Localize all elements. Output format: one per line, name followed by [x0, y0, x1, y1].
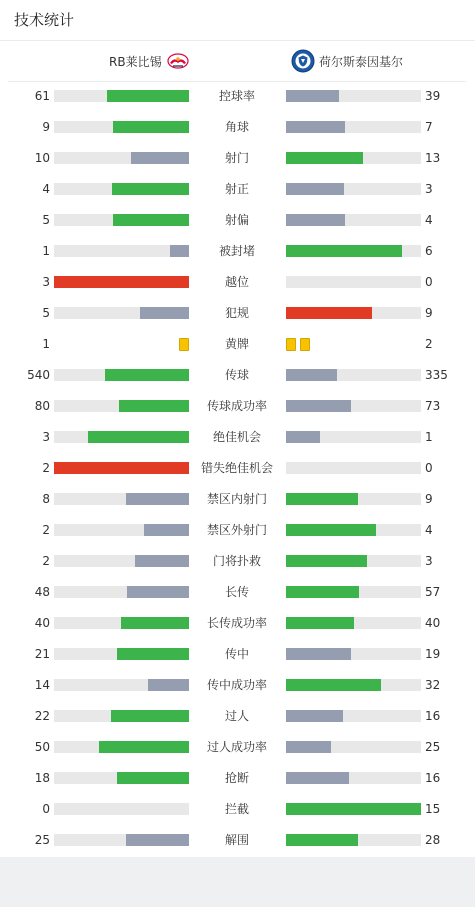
home-value: 3 — [42, 430, 50, 444]
home-bar-fill — [54, 462, 189, 474]
stat-row — [0, 391, 475, 422]
home-bar-track — [54, 524, 189, 536]
home-bar-track — [54, 152, 189, 164]
away-bar-fill — [286, 617, 354, 629]
away-value: 3 — [425, 554, 433, 568]
away-bar-track — [286, 586, 421, 598]
home-value: 2 — [42, 554, 50, 568]
away-bar-fill — [286, 710, 343, 722]
away-bar-track — [286, 183, 421, 195]
home-yellow-cards — [179, 338, 189, 351]
away-bar-track — [286, 90, 421, 102]
away-bar-track — [286, 617, 421, 629]
home-bar-fill — [131, 152, 189, 164]
away-value: 19 — [425, 647, 441, 661]
home-bar-fill — [117, 648, 189, 660]
away-value: 9 — [425, 306, 433, 320]
home-value: 3 — [42, 275, 50, 289]
away-value: 9 — [425, 492, 433, 506]
stat-row — [0, 732, 475, 763]
away-bar-fill — [286, 741, 331, 753]
away-bar-track — [286, 214, 421, 226]
away-bar-track — [286, 710, 421, 722]
home-value: 48 — [34, 585, 50, 599]
stat-label: 拦截 — [224, 802, 249, 816]
away-bar-fill — [286, 400, 351, 412]
away-team[interactable] — [291, 41, 403, 81]
home-bar-track — [54, 214, 189, 226]
away-value: 16 — [425, 771, 441, 785]
home-bar-fill — [112, 183, 189, 195]
away-value: 15 — [425, 802, 441, 816]
stat-label: 门将扑救 — [212, 554, 261, 568]
home-bar-track — [54, 183, 189, 195]
stat-row — [0, 81, 475, 112]
stat-row — [0, 825, 475, 856]
away-bar-fill — [286, 493, 358, 505]
stat-row — [0, 608, 475, 639]
away-bar-fill — [286, 121, 345, 133]
home-bar-track — [54, 648, 189, 660]
home-bar-track — [54, 617, 189, 629]
home-bar-track — [54, 741, 189, 753]
away-bar-track — [286, 369, 421, 381]
home-bar-track — [54, 245, 189, 257]
home-value: 22 — [34, 709, 50, 723]
home-value: 1 — [42, 244, 50, 258]
stat-row — [0, 422, 475, 453]
stat-row — [0, 453, 475, 484]
stat-label: 长传成功率 — [206, 616, 267, 630]
away-bar-fill — [286, 524, 376, 536]
stat-label: 射正 — [224, 182, 249, 196]
stat-row — [0, 267, 475, 298]
stat-label: 被封堵 — [218, 244, 255, 258]
away-value: 25 — [425, 740, 441, 754]
home-bar-track — [54, 710, 189, 722]
stat-label: 错失绝佳机会 — [200, 461, 273, 475]
home-team[interactable] — [109, 41, 189, 81]
stat-label: 过人 — [224, 709, 249, 723]
stat-label: 禁区外射门 — [206, 523, 267, 537]
stat-label: 传中 — [224, 647, 249, 661]
home-bar-track — [54, 121, 189, 133]
away-value: 13 — [425, 151, 441, 165]
home-value: 21 — [34, 647, 50, 661]
home-bar-track — [54, 276, 189, 288]
stat-row — [0, 670, 475, 701]
yellow-card-icon — [300, 338, 310, 351]
home-bar-track — [54, 772, 189, 784]
stat-label: 抢断 — [224, 771, 249, 785]
stat-row — [0, 298, 475, 329]
stat-label: 犯规 — [224, 306, 249, 320]
home-bar-fill — [170, 245, 189, 257]
yellow-card-icon — [179, 338, 189, 351]
home-bar-fill — [121, 617, 189, 629]
home-bar-fill — [126, 493, 189, 505]
away-bar-fill — [286, 648, 351, 660]
holstein-kiel-logo-icon — [291, 49, 315, 73]
away-value: 6 — [425, 244, 433, 258]
stat-label: 传中成功率 — [206, 678, 267, 692]
away-value: 4 — [425, 523, 433, 537]
away-bar-fill — [286, 431, 320, 443]
home-bar-fill — [88, 431, 189, 443]
away-bar-fill — [286, 214, 345, 226]
away-bar-track — [286, 555, 421, 567]
away-value: 40 — [425, 616, 441, 630]
home-value: 61 — [34, 89, 50, 103]
home-bar-fill — [117, 772, 189, 784]
home-bar-fill — [119, 400, 189, 412]
home-bar-fill — [135, 555, 189, 567]
away-bar-fill — [286, 245, 402, 257]
away-value: 4 — [425, 213, 433, 227]
away-bar-fill — [286, 555, 367, 567]
home-value: 50 — [34, 740, 50, 754]
away-bar-fill — [286, 90, 339, 102]
home-bar-track — [54, 307, 189, 319]
home-bar-fill — [113, 121, 189, 133]
away-value: 2 — [425, 337, 433, 351]
home-team-name: RB莱比锡 — [109, 54, 162, 69]
away-value: 32 — [425, 678, 441, 692]
stat-label: 射门 — [224, 151, 249, 165]
away-bar-track — [286, 400, 421, 412]
away-value: 39 — [425, 89, 441, 103]
home-bar-track — [54, 90, 189, 102]
away-bar-track — [286, 493, 421, 505]
away-bar-fill — [286, 679, 381, 691]
home-bar-track — [54, 431, 189, 443]
stat-label: 角球 — [224, 120, 249, 134]
home-value: 14 — [34, 678, 50, 692]
home-bar-fill — [111, 710, 189, 722]
away-bar-track — [286, 772, 421, 784]
home-bar-fill — [144, 524, 189, 536]
stat-label: 射偏 — [224, 213, 249, 227]
away-value: 16 — [425, 709, 441, 723]
home-value: 5 — [42, 213, 50, 227]
stat-label: 控球率 — [218, 89, 255, 103]
home-value: 0 — [42, 802, 50, 816]
stat-label: 传球成功率 — [206, 399, 267, 413]
stat-row — [0, 112, 475, 143]
home-value: 540 — [27, 368, 50, 382]
home-bar-fill — [99, 741, 189, 753]
teams-header — [0, 41, 475, 81]
home-bar-track — [54, 679, 189, 691]
home-bar-fill — [127, 586, 189, 598]
stat-row — [0, 763, 475, 794]
away-value: 57 — [425, 585, 441, 599]
away-value: 335 — [425, 368, 448, 382]
stat-row — [0, 577, 475, 608]
home-value: 40 — [34, 616, 50, 630]
home-value: 9 — [42, 120, 50, 134]
home-bar-track — [54, 586, 189, 598]
home-value: 2 — [42, 523, 50, 537]
home-bar-fill — [148, 679, 189, 691]
stat-label: 绝佳机会 — [212, 430, 261, 444]
home-bar-track — [54, 400, 189, 412]
stat-row — [0, 484, 475, 515]
away-value: 0 — [425, 275, 433, 289]
away-bar-fill — [286, 586, 359, 598]
stat-row — [0, 329, 475, 360]
home-value: 1 — [42, 337, 50, 351]
away-team-name: 荷尔斯泰因基尔 — [319, 54, 404, 69]
stat-row — [0, 515, 475, 546]
stat-label: 黄牌 — [224, 337, 249, 351]
away-bar-track — [286, 834, 421, 846]
away-bar-track — [286, 307, 421, 319]
away-value: 73 — [425, 399, 441, 413]
home-bar-fill — [54, 276, 189, 288]
stat-row — [0, 143, 475, 174]
home-bar-track — [54, 555, 189, 567]
stat-label: 长传 — [224, 585, 249, 599]
home-bar-track — [54, 369, 189, 381]
yellow-card-icon — [286, 338, 296, 351]
away-bar-track — [286, 431, 421, 443]
stat-row — [0, 701, 475, 732]
home-bar-fill — [126, 834, 189, 846]
stat-row — [0, 205, 475, 236]
stat-row — [0, 794, 475, 825]
away-value: 3 — [425, 182, 433, 196]
stat-label: 禁区内射门 — [206, 492, 267, 506]
stat-label: 过人成功率 — [206, 740, 267, 754]
away-bar-track — [286, 524, 421, 536]
away-value: 28 — [425, 833, 441, 847]
away-bar-fill — [286, 152, 363, 164]
home-value: 10 — [34, 151, 50, 165]
home-value: 2 — [42, 461, 50, 475]
home-bar-track — [54, 493, 189, 505]
stat-row — [0, 639, 475, 670]
home-value: 8 — [42, 492, 50, 506]
away-bar-track — [286, 648, 421, 660]
away-bar-track — [286, 121, 421, 133]
away-value: 0 — [425, 461, 433, 475]
away-yellow-cards — [286, 338, 310, 351]
away-bar-track — [286, 679, 421, 691]
away-bar-fill — [286, 307, 372, 319]
away-bar-track — [286, 741, 421, 753]
rb-leipzig-logo-icon — [167, 53, 189, 69]
home-value: 4 — [42, 182, 50, 196]
home-bar-track — [54, 803, 189, 815]
stat-row — [0, 174, 475, 205]
home-value: 80 — [34, 399, 50, 413]
home-bar-fill — [107, 90, 189, 102]
away-bar-fill — [286, 772, 349, 784]
home-value: 18 — [34, 771, 50, 785]
home-bar-track — [54, 834, 189, 846]
away-bar-track — [286, 462, 421, 474]
stat-row — [0, 360, 475, 391]
away-value: 1 — [425, 430, 433, 444]
away-value: 7 — [425, 120, 433, 134]
stat-row — [0, 236, 475, 267]
stat-label: 越位 — [224, 275, 249, 289]
home-bar-fill — [140, 307, 189, 319]
away-bar-fill — [286, 369, 337, 381]
stat-row — [0, 546, 475, 577]
away-bar-track — [286, 276, 421, 288]
away-bar-fill — [286, 834, 358, 846]
away-bar-track — [286, 245, 421, 257]
away-bar-fill — [286, 803, 421, 815]
home-bar-fill — [105, 369, 189, 381]
home-bar-track — [54, 462, 189, 474]
home-value: 25 — [34, 833, 50, 847]
stat-label: 传球 — [224, 368, 249, 382]
away-bar-track — [286, 803, 421, 815]
away-bar-track — [286, 152, 421, 164]
away-bar-fill — [286, 183, 344, 195]
page-title: 技术统计 — [14, 11, 75, 29]
home-bar-fill — [113, 214, 189, 226]
stat-label: 解围 — [224, 833, 249, 847]
home-value: 5 — [42, 306, 50, 320]
